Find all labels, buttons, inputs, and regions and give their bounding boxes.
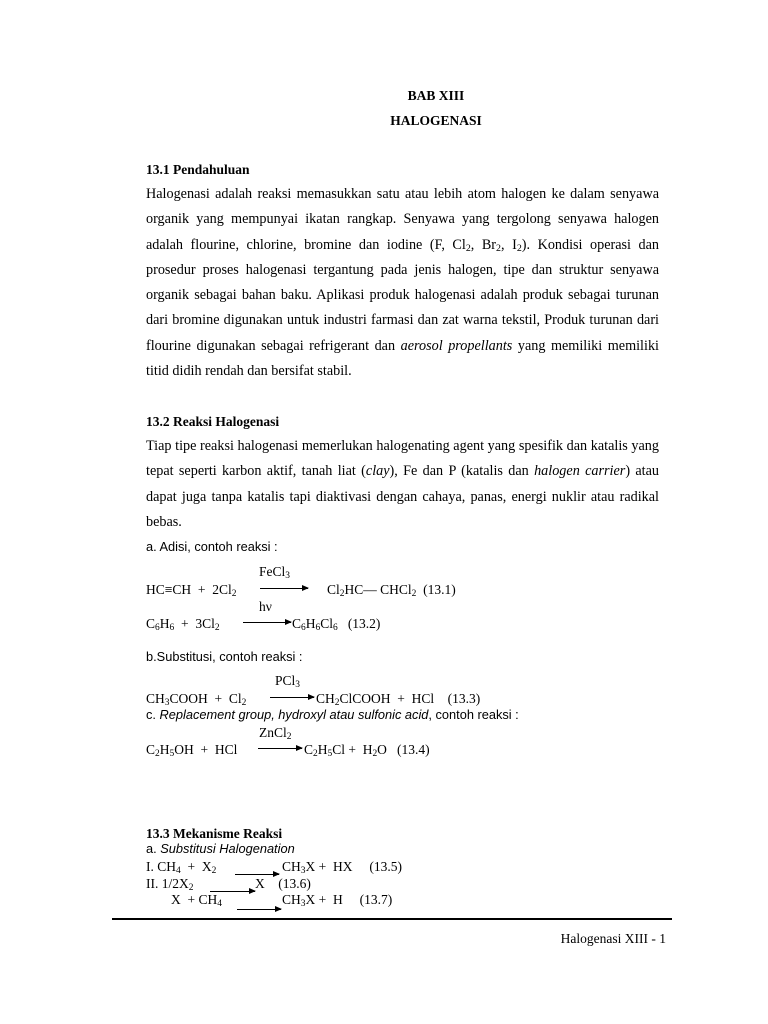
eq-13-1-products: $Cl_2HC—$ CHCl$_2$ (13.1) — [327, 582, 456, 599]
eq-13-7-arrow — [237, 909, 281, 910]
eq-13-1-catalyst: FeCl$_3$ — [259, 564, 290, 581]
section-heading-reaksi-halogenasi: 13.2 Reaksi Halogenasi — [146, 414, 280, 429]
eq-13-1-arrow — [260, 588, 308, 589]
adisi-label: a. Adisi, contoh reaksi : — [146, 539, 278, 554]
eq-13-5-reactants: I. $CH_4 + X_2$ — [146, 859, 217, 876]
eq-13-4-catalyst: ZnCl$_2$ — [259, 725, 292, 742]
section-heading-pendahuluan: 13.1 Pendahuluan — [146, 162, 250, 177]
paragraph-reaksi-halogenasi: Tiap tipe reaksi halogenasi memerlukan halogenating agent yang spesifik dan katalis yang tepat seperti karbon aktif, tanah liat (clay), Fe dan P (katalis dan halogen carrier) atau dapat juga tanpa katalis tapi diaktivasi dengan cahaya, panas, energi nuklir atau radikal bebas. — [146, 438, 659, 530]
substitusi-halogenation-label: a. Substitusi Halogenation — [146, 841, 295, 856]
footer-page-label: Halogenasi XIII - 1 — [560, 931, 666, 946]
eq-13-5-arrow — [235, 874, 279, 875]
footer-rule — [112, 918, 672, 920]
eq-13-4-arrow — [258, 748, 302, 749]
eq-13-2-arrow — [243, 622, 291, 623]
eq-13-2-condition: hν — [259, 599, 272, 614]
eq-13-5-products: $CH_3X$ + HX (13.5) — [282, 859, 402, 876]
eq-13-4-reactants: $C_2H_5OH$ + HCl — [146, 742, 238, 759]
eq-13-7-reactants: $X + CH_4$ — [171, 892, 222, 909]
eq-13-2-products: $C_6H_6Cl_6$ (13.2) — [292, 616, 381, 633]
section-heading-mekanisme-reaksi: 13.3 Mekanisme Reaksi — [146, 826, 283, 841]
eq-13-6-products: X (13.6) — [255, 876, 311, 891]
eq-13-4-products: $C_2H_5Cl + H_2O$ (13.4) — [304, 742, 430, 759]
chapter-number: BAB XIII — [407, 88, 465, 103]
paragraph-pendahuluan: Halogenasi adalah reaksi memasukkan satu atau lebih atom halogen ke dalam senyawa organik yang mempunyai ikatan rangkap. Senyawa yang tergolong senyawa halogen adalah flourine, chlorine, bromine dan iodine (F, $Cl_2$, $Br_2$, $I_2$). Kondisi operasi dan prosedur proses halogenasi tergantung pada jenis halogen, tipe dan struktur senyawa organik sebagai bahan baku. Aplikasi produk halogenasi adalah produk sebagai turunan dari bromine digunakan untuk industri farmasi dan zat warna tekstil, Produk turunan dari flourine digunakan sebagai refrigerant dan aerosol propellants yang memiliki memiliki titid didih rendah dan bersifat stabil. — [146, 186, 659, 380]
eq-13-6-reactants: II. $1/2X_2$ — [146, 876, 194, 893]
eq-13-3-arrow — [270, 697, 314, 698]
eq-13-3-products: $CH_2ClCOOH$ + HCl (13.3) — [316, 691, 481, 708]
substitusi-label: b.Substitusi, contoh reaksi : — [146, 649, 303, 664]
eq-13-7-products: $CH_3X + H$ (13.7) — [282, 892, 393, 909]
replacement-label: c. Replacement group, hydroxyl atau sulfonic acid, contoh reaksi : — [146, 707, 519, 722]
chapter-title: HALOGENASI — [390, 113, 482, 128]
eq-13-3-reactants: $CH_3COOH + Cl_2$ — [146, 691, 247, 708]
eq-13-3-catalyst: PCl$_3$ — [275, 673, 300, 690]
eq-13-2-reactants: $C_6H_6 + 3Cl_2$ — [146, 616, 220, 633]
eq-13-1-reactants: $HC\equiv CH + 2Cl_2$ — [146, 582, 237, 599]
